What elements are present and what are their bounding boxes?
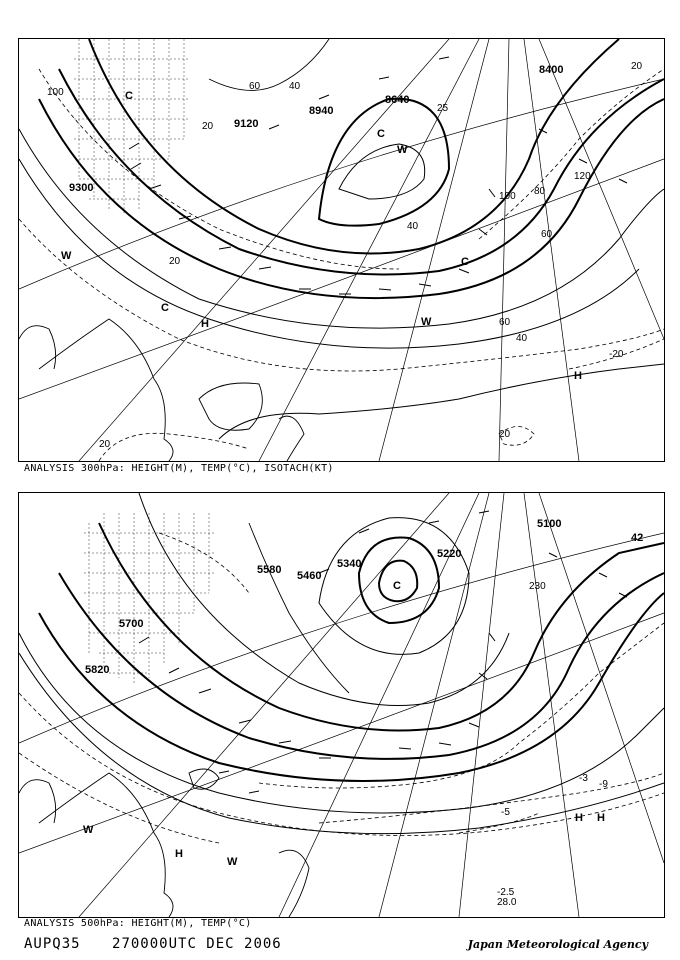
height-label-300-b: 9120	[234, 118, 259, 130]
isotach-label: 60	[541, 229, 553, 240]
isotach-label: 120	[574, 171, 591, 182]
isotach-label: 40	[516, 333, 528, 344]
isotach-label: 100	[47, 87, 64, 98]
pressure-center: W	[61, 250, 72, 262]
height-label-500-f: 5700	[119, 618, 144, 630]
temp-contours-300	[19, 69, 664, 461]
pressure-center: C	[393, 580, 401, 592]
isotach-label: 60	[499, 317, 511, 328]
isotach-labels-300	[47, 61, 643, 450]
temp-label: 28.0	[497, 897, 517, 908]
temp-label: 230	[529, 581, 546, 592]
isotach-contours-300	[19, 129, 664, 439]
height-label-500-e: 5100	[537, 518, 562, 530]
agency-credit: Japan Meteorological Agency	[467, 938, 648, 951]
chart-300hpa-caption: ANALYSIS 300hPa: HEIGHT(M), TEMP(°C), ISOTACH(KT)	[24, 463, 334, 474]
pressure-center: C	[161, 302, 169, 314]
height-label-500-c: 5340	[337, 558, 362, 570]
isotach-label: 60	[249, 81, 261, 92]
height-label-300-c: 8940	[309, 105, 334, 117]
temp-contours-500	[19, 533, 664, 843]
isotach-label: 40	[407, 221, 419, 232]
height-label-500-a: 5580	[257, 564, 282, 576]
pressure-center: H	[574, 370, 582, 382]
isotach-label: 20	[99, 439, 111, 450]
chart-code: AUPQ35	[24, 936, 81, 952]
temp-label: -5	[501, 807, 510, 818]
pressure-center: H	[575, 812, 583, 824]
height-label-500-b: 5460	[297, 570, 322, 582]
chart-datetime: 270000UTC DEC 2006	[112, 936, 282, 952]
pressure-center: W	[421, 316, 432, 328]
isotach-label: 20	[631, 61, 643, 72]
graticule-300	[19, 39, 664, 461]
chart-300hpa-map	[19, 39, 664, 461]
height-label-500-g: 5820	[85, 664, 110, 676]
isotach-label: 25	[437, 103, 449, 114]
chart-footer-code	[24, 936, 304, 952]
isotach-label: 100	[499, 191, 516, 202]
pressure-center: C	[377, 128, 385, 140]
thin-contours-500	[19, 493, 664, 834]
grid-hatch-500	[84, 513, 214, 683]
height-label-500-d: 5220	[437, 548, 462, 560]
pressure-center: H	[597, 812, 605, 824]
isotach-label: 20	[499, 429, 511, 440]
isotach-label: 40	[289, 81, 301, 92]
chart-500hpa-map	[19, 493, 664, 917]
pressure-center: H	[175, 848, 183, 860]
pressure-center: C	[461, 256, 469, 268]
chart-300hpa-panel	[18, 38, 665, 462]
pressure-center: W	[397, 144, 408, 156]
isotach-label: 80	[534, 186, 546, 197]
height-label-300-d: 8640	[385, 94, 410, 106]
isotach-label: 20	[169, 256, 181, 267]
temp-label: -3	[579, 773, 588, 784]
pressure-center: W	[83, 824, 94, 836]
height-label-300-f: 8400	[539, 64, 564, 76]
height-label-300-a: 9300	[69, 182, 94, 194]
height-label-500-h: 42	[631, 532, 644, 544]
isotach-label: 20	[202, 121, 214, 132]
pressure-center: C	[125, 90, 133, 102]
chart-500hpa-panel	[18, 492, 665, 918]
pressure-centers-300	[61, 90, 582, 382]
chart-500hpa-caption: ANALYSIS 500hPa: HEIGHT(M), TEMP(°C)	[24, 918, 252, 929]
isotach-label: -20	[609, 349, 624, 360]
temp-label: -2.5	[497, 887, 515, 898]
pressure-center: H	[201, 318, 209, 330]
pressure-center: W	[227, 856, 238, 868]
temp-label: -9	[599, 779, 608, 790]
